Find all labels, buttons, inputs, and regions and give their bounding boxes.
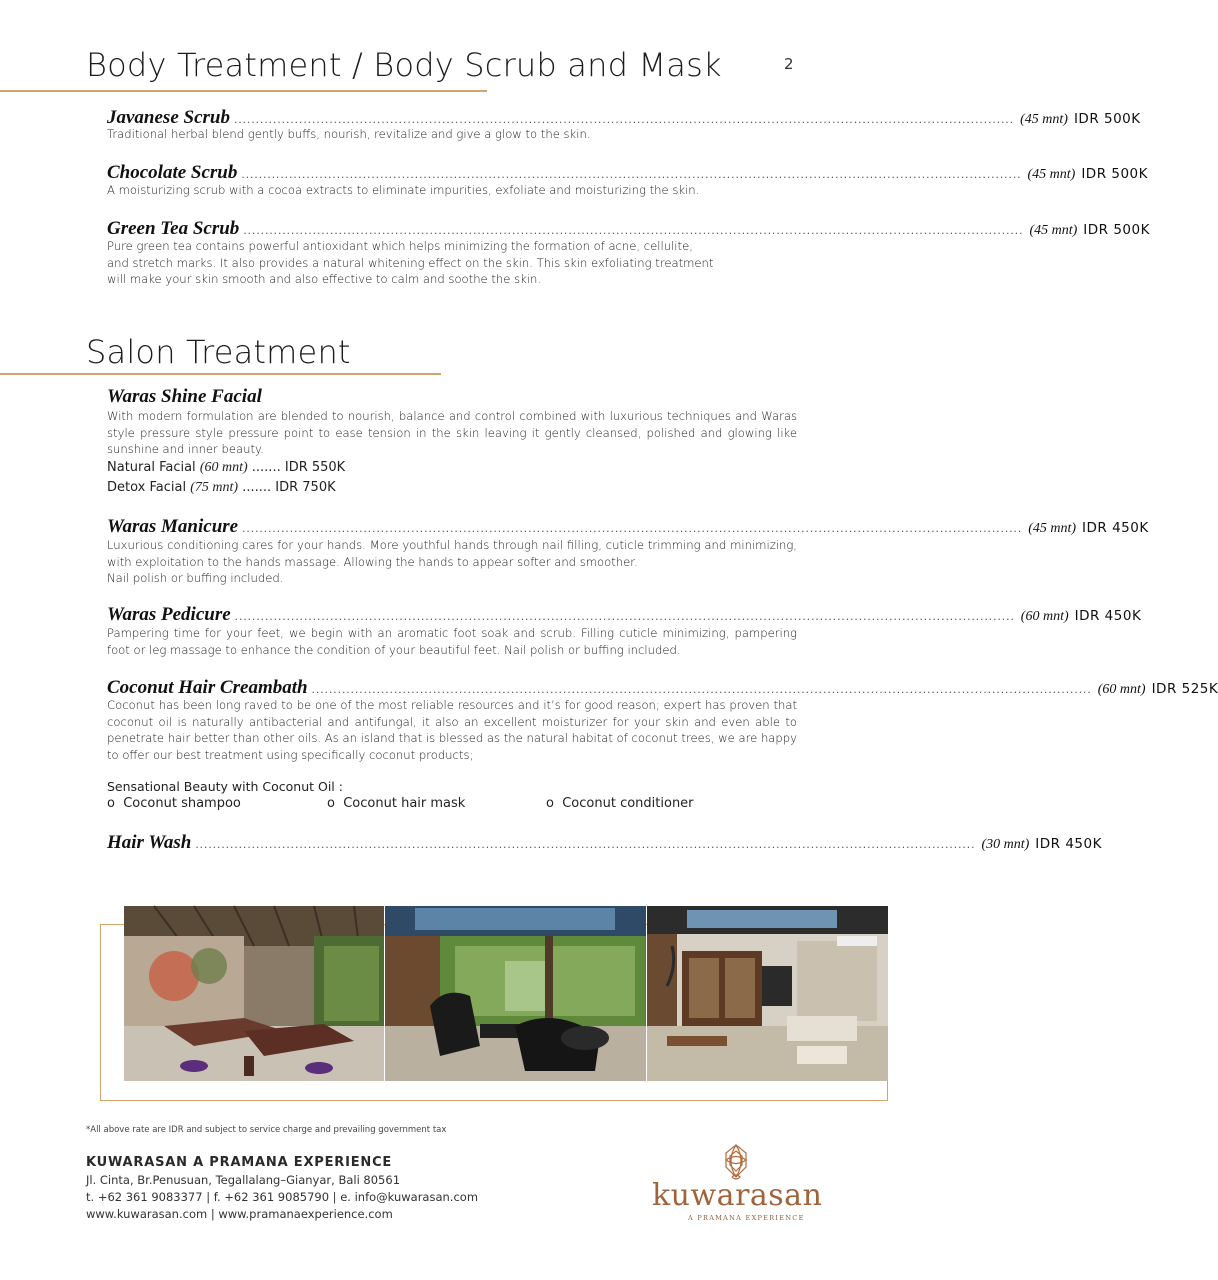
item-name: Green Tea Scrub: [107, 218, 240, 239]
desc-line: will make your skin smooth and also effective to calm and soothe the skin.: [107, 272, 542, 286]
menu-item-hair-wash: [107, 832, 1102, 854]
product-item: [546, 796, 694, 811]
page-number: 2: [784, 55, 794, 73]
option-price: IDR 750K: [275, 480, 336, 495]
option-duration: (75 mnt): [190, 480, 239, 495]
menu-item-coconut-hair-creambath: [107, 677, 1218, 699]
leader-dots: ....................................................................................................................................................................................: [241, 167, 1022, 181]
item-duration: (30 mnt): [981, 837, 1030, 852]
item-duration: (45 mnt): [1028, 521, 1077, 536]
company-address: Jl. Cinta, Br.Penusuan, Tegallalang–Gianyar, Bali 80561: [86, 1173, 401, 1187]
leader-dots: ....................................................................................................................................................................................: [311, 682, 1092, 696]
desc-line: A moisturizing scrub with a cocoa extracts to eliminate impurities, exfoliate and moisturizing the skin.: [107, 183, 700, 197]
menu-item-waras-shine-facial: [107, 386, 262, 408]
bullet-marker: o: [327, 796, 335, 811]
item-price: IDR 500K: [1081, 166, 1148, 182]
product-label: Coconut shampoo: [123, 796, 241, 811]
item-duration: (45 mnt): [1027, 167, 1076, 182]
company-contact: t. +62 361 9083377 | f. +62 361 9085790 | e. info@kuwarasan.com: [86, 1190, 479, 1204]
option-label: Natural Facial: [107, 460, 196, 475]
company-name: KUWARASAN A PRAMANA EXPERIENCE: [86, 1155, 393, 1170]
option-duration: (60 mnt): [199, 460, 248, 475]
item-price: IDR 525K: [1151, 681, 1218, 697]
item-name: Waras Pedicure: [107, 604, 231, 625]
product-item: [327, 796, 465, 811]
section-title-salon-treatment: Salon Treatment: [86, 333, 351, 371]
leader-dots: ....................................................................................................................................................................................: [233, 112, 1015, 126]
menu-item-chocolate-scrub: [107, 162, 1148, 184]
item-name: Waras Shine Facial: [107, 386, 262, 407]
item-duration: (45 mnt): [1020, 112, 1068, 127]
desc-line: Pure green tea contains powerful antioxidant which helps minimizing the formation of acne, cellulite,: [107, 239, 693, 253]
item-price: IDR 500K: [1083, 222, 1150, 238]
item-description: Coconut has been long raved to be one of the most reliable resources and it’s for good reason; expert has proven that coconut oil is naturally antibacterial and antifungal, it also an excellent moisturizer for your skin and even able to penetrate hair better than other oils. As an island that is blessed as the natural habitat of coconut trees, we are happy to offer our best treatment using specifically coconut products;: [107, 698, 797, 762]
option-dots: .......: [242, 480, 272, 495]
item-name: Waras Manicure: [107, 516, 239, 537]
menu-item-waras-pedicure: [107, 604, 1142, 626]
item-name: Chocolate Scrub: [107, 162, 238, 183]
menu-item-waras-manicure: [107, 516, 1149, 538]
company-websites: www.kuwarasan.com | www.pramanaexperience.com: [86, 1207, 393, 1221]
item-duration: (60 mnt): [1097, 682, 1146, 697]
coconut-subheading: Sensational Beauty with Coconut Oil :: [107, 779, 343, 794]
menu-item-green-tea-scrub: [107, 218, 1150, 240]
desc-line: Traditional herbal blend gently buffs, nourish, revitalize and give a glow to the skin.: [107, 127, 591, 141]
lounge-room-photo: [647, 906, 888, 1081]
section-underline: [0, 373, 441, 375]
bullet-marker: o: [107, 796, 115, 811]
section-title-body-treatment: Body Treatment / Body Scrub and Mask: [86, 46, 722, 84]
leader-dots: ....................................................................................................................................................................................: [234, 609, 1015, 623]
desc-line: and stretch marks. It also provides a natural whitening effect on the skin. This skin exfoliating treatment: [107, 255, 714, 270]
desc-paragraph: Luxurious conditioning cares for your hands. More youthful hands through nail filling, cuticle trimming and minimizing, with exploitation to the hands massage. Allowing the hands to appear softer and smoother.: [107, 538, 797, 569]
item-price: IDR 450K: [1082, 520, 1149, 536]
product-label: Coconut hair mask: [343, 796, 466, 811]
spa-room-photo: [124, 906, 384, 1081]
tax-note: *All above rate are IDR and subject to service charge and prevailing government tax: [86, 1125, 447, 1135]
option-dots: .......: [251, 460, 281, 475]
item-price: IDR 450K: [1035, 836, 1102, 852]
option-label: Detox Facial: [107, 480, 187, 495]
item-description: [107, 182, 797, 199]
product-item: [107, 796, 241, 811]
facial-option-detox: [107, 480, 336, 496]
salon-room-photo: [385, 906, 646, 1081]
item-description: Pampering time for your feet, we begin with an aromatic foot soak and scrub. Filling cuticle minimizing, pampering foot or leg massage to enhance the condition of your beautiful feet. Nail polish or buffing included.: [107, 626, 797, 657]
item-duration: (60 mnt): [1020, 609, 1069, 624]
item-price: IDR 500K: [1073, 111, 1141, 127]
item-description: [107, 238, 797, 288]
product-label: Coconut conditioner: [562, 796, 694, 811]
item-name: Coconut Hair Creambath: [107, 677, 308, 698]
item-name: Hair Wash: [107, 832, 192, 853]
facial-option-natural: [107, 460, 345, 476]
item-duration: (45 mnt): [1029, 223, 1078, 238]
item-price: IDR 450K: [1074, 608, 1142, 624]
option-price: IDR 550K: [284, 460, 346, 475]
desc-paragraph: Nail polish or buffing included.: [107, 571, 284, 585]
item-description: [107, 537, 797, 587]
item-description: With modern formulation are blended to nourish, balance and control combined with luxurious techniques and Waras style pressure style pressure point to ease tension in the skin leaving it gently cleansed, polished and glowing like sunshine and inner beauty.: [107, 409, 797, 456]
bullet-marker: o: [546, 796, 554, 811]
leader-dots: ....................................................................................................................................................................................: [242, 521, 1023, 535]
logo-emblem-icon: [718, 1143, 754, 1181]
item-name: Javanese Scrub: [107, 107, 230, 128]
leader-dots: ....................................................................................................................................................................................: [195, 837, 976, 851]
item-description: [107, 126, 797, 143]
section-underline: [0, 90, 487, 92]
brand-logo-text: kuwarasan: [652, 1178, 823, 1213]
brand-tagline: A PRAMANA EXPERIENCE: [688, 1214, 805, 1222]
leader-dots: ....................................................................................................................................................................................: [243, 223, 1024, 237]
